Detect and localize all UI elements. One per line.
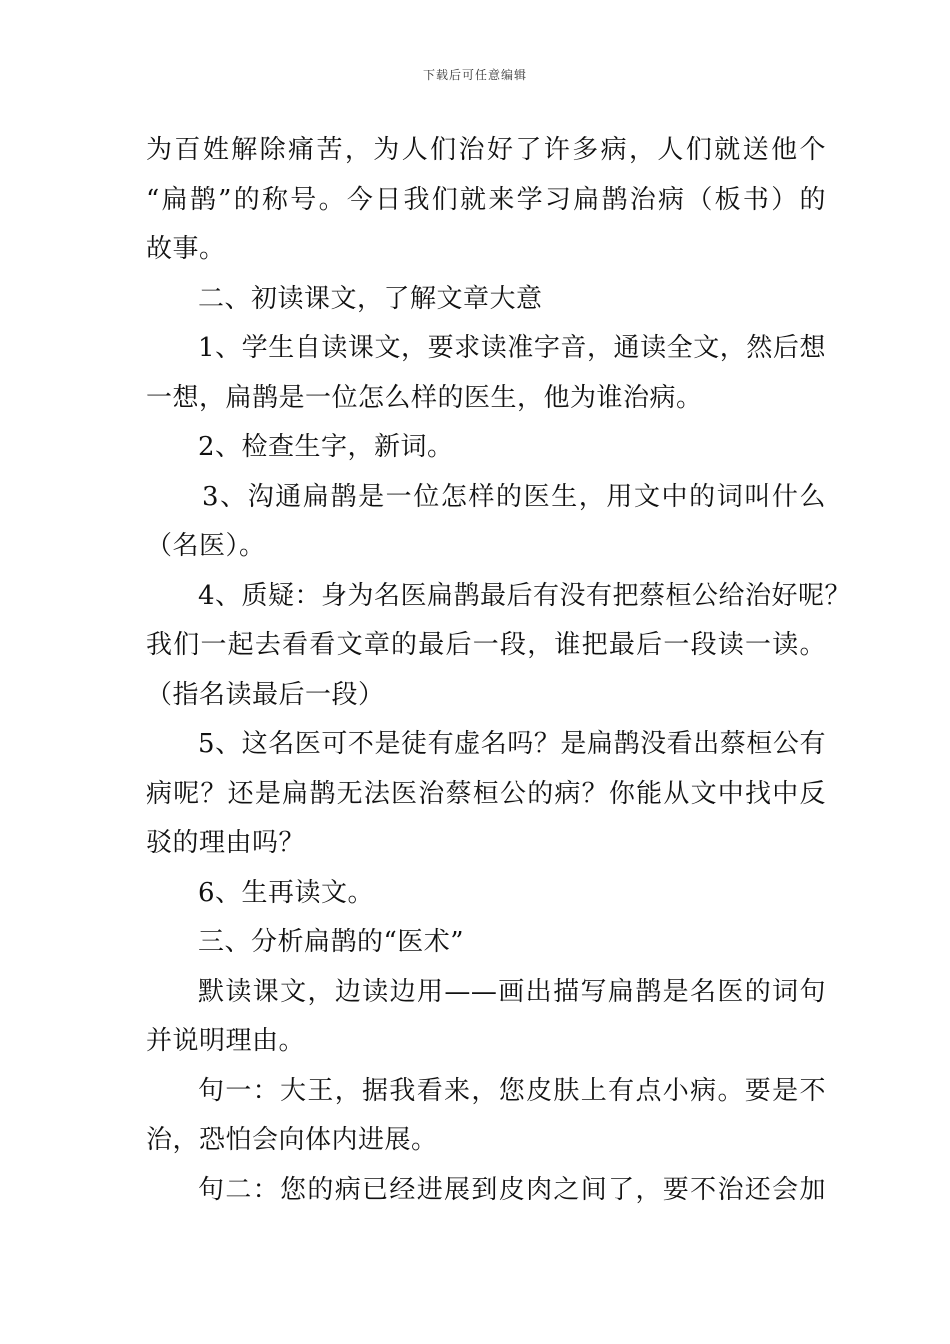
- text-line: 5、这名医可不是徒有虚名吗？是扁鹊没看出蔡桓公有: [198, 729, 826, 759]
- section-heading: 三、分析扁鹊的“医术”: [198, 927, 465, 957]
- text-line: 并说明理由。: [146, 1026, 306, 1056]
- text-line: “扁鹊”的称号。今日我们就来学习扁鹊治病（板书）的: [146, 184, 826, 215]
- text-line: 2、检查生字，新词。: [198, 432, 454, 462]
- text-line: 为百姓解除痛苦，为人们治好了许多病，人们就送他个: [146, 135, 826, 165]
- text-line: （名医）。: [146, 531, 266, 561]
- page-header: 下载后可任意编辑: [422, 68, 527, 82]
- text-line: 句二：您的病已经进展到皮肉之间了，要不治还会加: [198, 1174, 826, 1205]
- text-line: 病呢？还是扁鹊无法医治蔡桓公的病？你能从文中找中反: [146, 778, 826, 809]
- text-line: （指名读最后一段）: [146, 679, 385, 710]
- text-line: 句一：大王，据我看来，您皮肤上有点小病。要是不: [198, 1075, 826, 1106]
- section-heading: 二、初读课文，了解文章大意: [198, 283, 543, 314]
- document-body: [146, 126, 852, 1215]
- text-line: 一想，扁鹊是一位怎么样的医生，他为谁治病。: [146, 382, 703, 413]
- text-line: 3、沟通扁鹊是一位怎样的医生，用文中的词叫什么: [202, 481, 826, 512]
- text-line: 我们一起去看看文章的最后一段，谁把最后一段读一读。: [146, 630, 826, 660]
- text-line: 6、生再读文。: [198, 877, 375, 908]
- text-line: 故事。: [146, 234, 226, 264]
- text-line: 驳的理由吗？: [146, 828, 306, 858]
- text-line: 4、质疑：身为名医扁鹊最后有没有把蔡桓公给治好呢？: [198, 580, 852, 611]
- text-line: 治，恐怕会向体内进展。: [146, 1125, 438, 1155]
- text-line: 默读课文，边读边用——画出描写扁鹊是名医的词句: [198, 976, 826, 1007]
- text-line: 1、学生自读课文，要求读准字音，通读全文，然后想: [198, 333, 826, 363]
